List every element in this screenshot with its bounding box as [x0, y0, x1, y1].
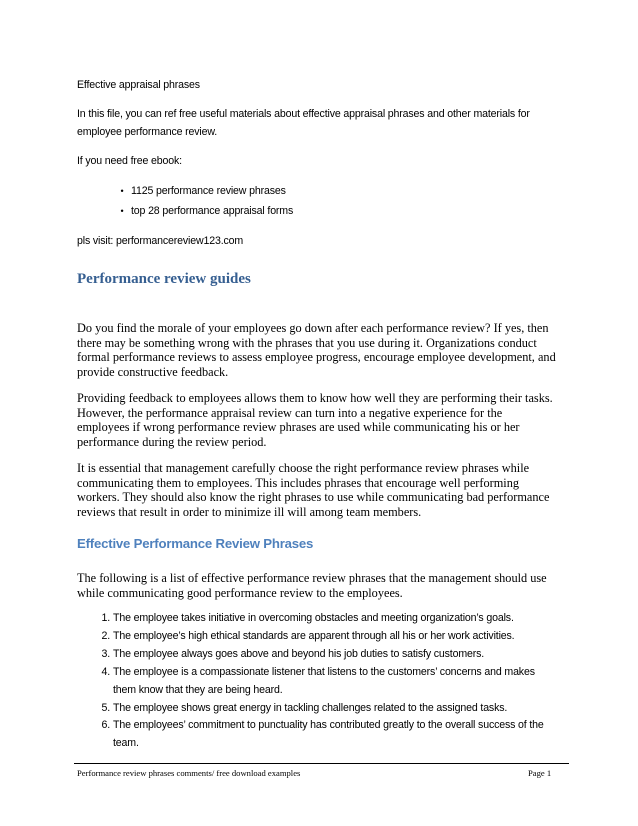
list-item-text-continuation: them know that they are being heard. — [113, 684, 283, 696]
list-item-text: The employee takes initiative in overcoming obstacles and meeting organization’s goals. — [113, 612, 514, 624]
list-item-text: The employee always goes above and beyond his job duties to satisfy customers. — [113, 648, 485, 660]
list-item-text: The employee shows great energy in tackling challenges related to the assigned tasks. — [113, 702, 508, 714]
paragraph-line: provide constructive feedback. — [77, 364, 229, 379]
ebook-prompt: If you need free ebook: — [77, 155, 182, 167]
paragraph-line: communicating them to employees. This includes phrases that encourage well performing — [77, 475, 519, 490]
paragraph-line: workers. They should also know the right phrases to use while communicating bad performance — [77, 490, 550, 504]
paragraph-line: It is essential that management carefully choose the right performance review phrases while — [77, 461, 530, 475]
list-number: 1. — [101, 612, 110, 624]
list-item-text: The employees’ commitment to punctuality has contributed greatly to the overall success of the — [113, 719, 544, 731]
paragraph-line: there may be something wrong with the phrases that you use during it. Organizations conduct — [77, 335, 537, 350]
paragraph-line: Providing feedback to employees allows them to know how well they are performing their tasks. — [77, 391, 553, 405]
intro-description-line-2: employee performance review. — [77, 126, 218, 138]
footer-title: Performance review phrases comments/ free download examples — [77, 768, 301, 778]
ebook-item-2: top 28 performance appraisal forms — [131, 205, 294, 217]
footer-divider — [74, 763, 569, 764]
bullet-icon: • — [120, 206, 124, 216]
list-item-text: The employee is a compassionate listener that listens to the customers’ concerns and makes — [113, 666, 535, 678]
paragraph-line: reviews that result in order to minimize ill will among team members. — [77, 504, 422, 519]
list-number: 2. — [101, 630, 110, 642]
paragraph-2 — [77, 391, 567, 449]
paragraph-line: Do you find the morale of your employees go down after each performance review? If yes, then — [77, 321, 549, 335]
list-number: 5. — [101, 702, 110, 714]
list-number: 3. — [101, 648, 110, 660]
list-number: 4. — [101, 666, 110, 678]
list-item-text: The employee’s high ethical standards are apparent through all his or her work activities. — [113, 630, 515, 642]
paragraph-line: while communicating good performance review to the employees. — [77, 585, 403, 600]
visit-link-text: pls visit: performancereview123.com — [77, 235, 244, 247]
list-item-text-continuation: team. — [113, 737, 139, 749]
paragraph-line: employees if wrong performance review phrases are used while communicating his or her — [77, 420, 520, 434]
section-heading-performance-review-guides: Performance review guides — [77, 271, 251, 287]
paragraph-line: However, the performance appraisal review can turn into a negative experience for the — [77, 405, 503, 420]
paragraph-line: formal performance reviews to assess employee progress, encourage employee development, and — [77, 350, 556, 364]
section-heading-effective-phrases: Effective Performance Review Phrases — [77, 536, 314, 551]
intro-title: Effective appraisal phrases — [77, 79, 200, 91]
bullet-icon: • — [120, 186, 124, 196]
paragraph-line: performance during the review period. — [77, 434, 267, 449]
intro-description-line-1: In this file, you can ref free useful materials about effective appraisal phrases and other materials for — [77, 108, 530, 120]
paragraph-line: The following is a list of effective performance review phrases that the management should use — [77, 571, 547, 585]
section2-intro — [77, 571, 567, 600]
paragraph-3 — [77, 461, 567, 519]
page-number: Page 1 — [528, 768, 552, 778]
ebook-item-1: 1125 performance review phrases — [131, 185, 286, 197]
paragraph-1 — [77, 321, 567, 379]
list-number: 6. — [101, 719, 110, 731]
